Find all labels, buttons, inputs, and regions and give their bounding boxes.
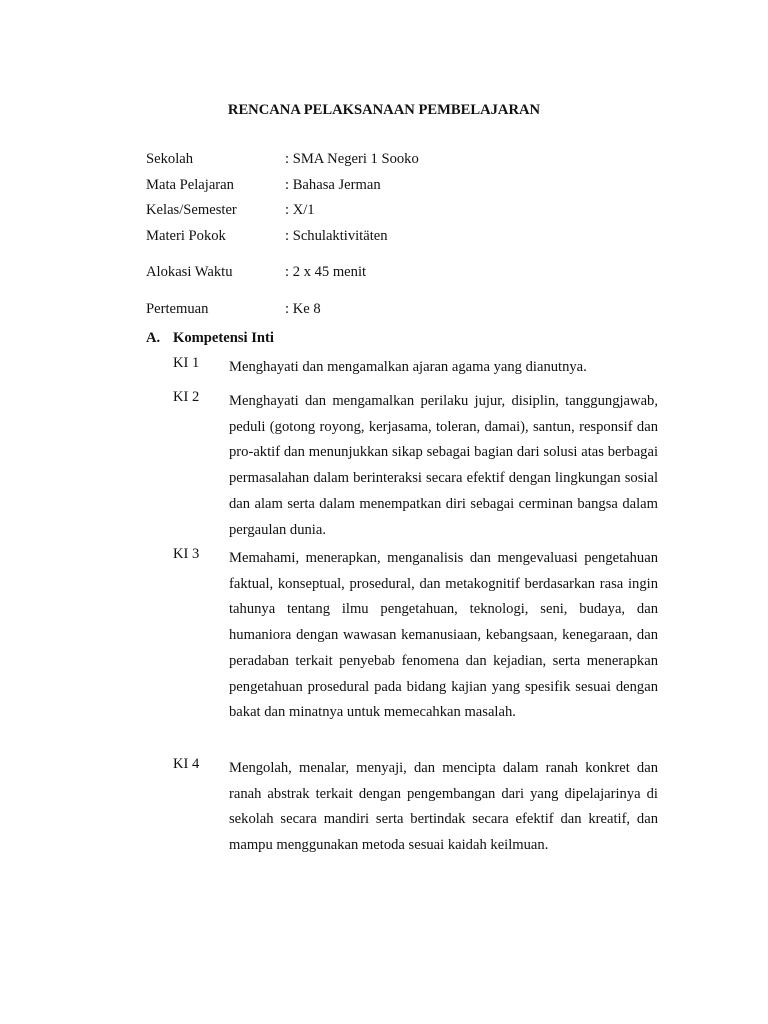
info-value: : Bahasa Jerman: [285, 176, 381, 193]
ki-text: Menghayati dan mengamalkan perilaku jujur, disiplin, tanggungjawab, peduli (gotong royong, kerjasama, toleran, damai), santun, responsif dan pro-aktif dan menunjukkan sikap sebagai bagian dari solusi atas berbagai permasalahan dalam berinteraksi secara efektif dengan lingkungan sosial dan alam serta dalam menempatkan diri sebagai cerminan bangsa dalam pergaulan dunia.: [229, 393, 658, 538]
info-value: : Ke 8: [285, 300, 321, 317]
section-title: Kompetensi Inti: [173, 330, 274, 346]
info-value: : SMA Negeri 1 Sooko: [285, 151, 419, 167]
info-table: [146, 148, 646, 323]
ki-label: KI 4: [173, 756, 200, 772]
info-row-materi-pokok: [146, 225, 646, 251]
ki-label: KI 3: [173, 546, 200, 562]
info-value: : 2 x 45 menit: [285, 264, 367, 280]
info-value: : X/1: [285, 202, 315, 218]
info-label: Pertemuan: [146, 300, 209, 317]
info-value: : Schulaktivitäten: [285, 227, 388, 244]
document-title: RENCANA PELAKSANAAN PEMBELAJARAN: [227, 102, 541, 118]
info-row-pertemuan: [146, 298, 646, 324]
ki-text: Mengolah, menalar, menyaji, dan mencipta dalam ranah konkret dan ranah abstrak terkait dengan pengembangan dari yang dipelajarinya di sekolah secara mandiri serta bertindak secara efektif dan kreatif, dan mampu menggunakan metoda sesuai kaidah keilmuan.: [229, 760, 658, 854]
info-row-sekolah: [146, 148, 646, 174]
info-row-kelas-semester: [146, 199, 646, 225]
info-row-mata-pelajaran: [146, 174, 646, 200]
section-letter: A.: [146, 330, 161, 346]
info-label: Alokasi Waktu: [146, 264, 233, 280]
ki-text: Menghayati dan mengamalkan ajaran agama yang dianutnya.: [229, 359, 587, 375]
info-row-alokasi-waktu: [146, 261, 646, 287]
info-label: Sekolah: [146, 151, 194, 167]
ki-label: KI 2: [173, 389, 200, 405]
info-label: Kelas/Semester: [146, 202, 237, 218]
info-label: Mata Pelajaran: [146, 176, 234, 193]
info-label: Materi Pokok: [146, 227, 226, 244]
ki-text: Memahami, menerapkan, menganalisis dan mengevaluasi pengetahuan faktual, konseptual, prosedural, dan metakognitif berdasarkan rasa ingin tahunya tentang ilmu pengetahuan, teknologi, seni, budaya, dan humaniora dengan wawasan kemanusiaan, kebangsaan, kenegaraan, dan peradaban terkait penyebab fenomena dan kejadian, serta menerapkan pengetahuan prosedural pada bidang kajian yang spesifik sesuai dengan bakat dan minatnya untuk memecahkan masalah.: [229, 550, 658, 721]
ki-label: KI 1: [173, 355, 200, 371]
